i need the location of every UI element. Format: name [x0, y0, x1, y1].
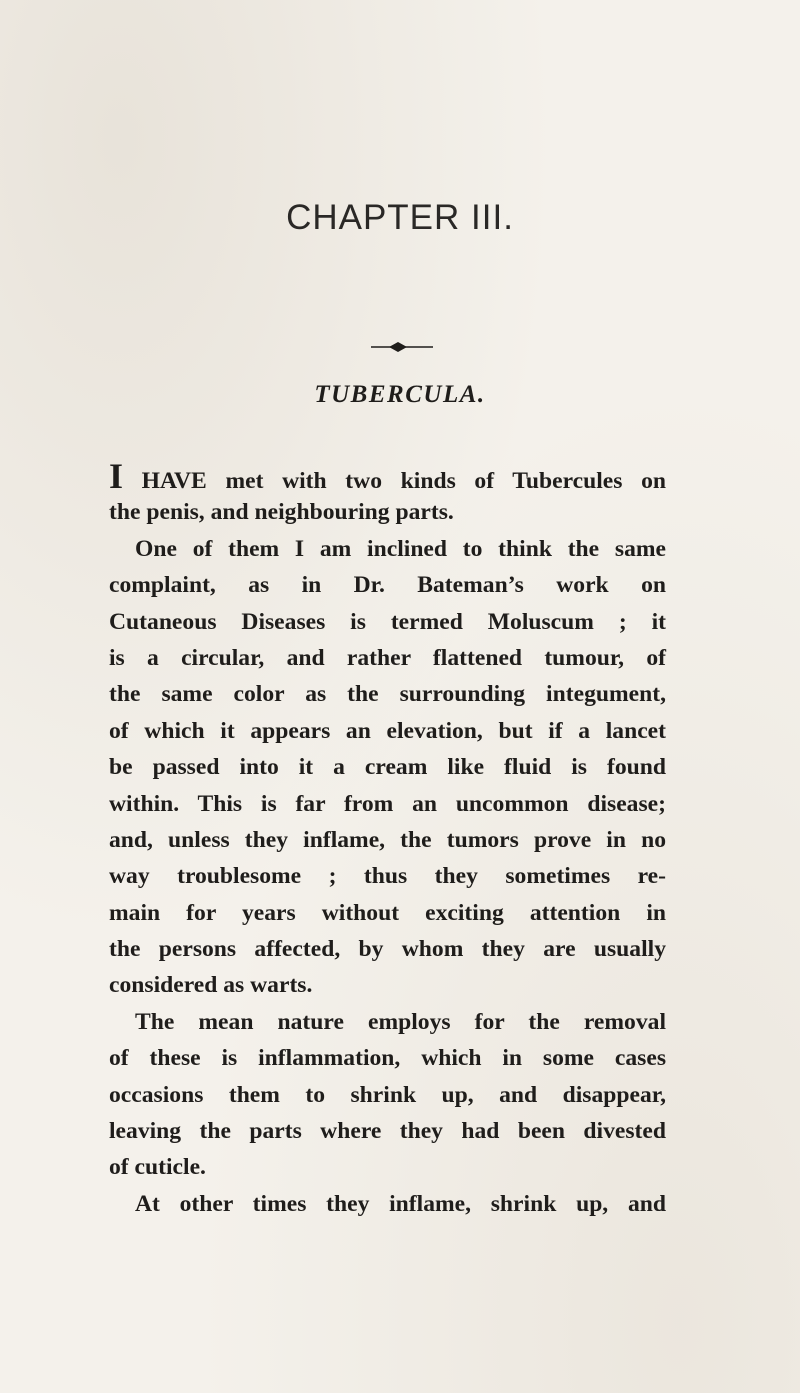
text-line: the persons affected, by whom they are usually: [109, 936, 666, 963]
text-line: is a circular, and rather flattened tumour, of: [109, 644, 666, 671]
text-line: of these is inflammation, which in some cases: [109, 1045, 666, 1072]
text-line: considered as warts.: [109, 972, 313, 999]
text-line: I HAVE met with two kinds of Tubercules on: [109, 456, 666, 496]
text-line: One of them I am inclined to think the same: [135, 535, 666, 562]
text-line: the same color as the surrounding integument,: [109, 681, 666, 708]
chapter-heading: CHAPTER III.: [286, 198, 514, 237]
text-line: of which it appears an elevation, but if a lancet: [109, 717, 666, 744]
text-line: leaving the parts where they had been divested: [109, 1118, 666, 1145]
section-title: TUBERCULA.: [314, 381, 486, 408]
text-line: way troublesome ; thus they sometimes re-: [109, 863, 666, 890]
text-line: complaint, as in Dr. Bateman’s work on: [109, 572, 666, 599]
text-line: of cuticle.: [109, 1154, 206, 1181]
diamond-rule-ornament-icon: [371, 340, 433, 354]
body-text: [109, 458, 666, 1222]
text-line: Cutaneous Diseases is termed Moluscum ; it: [109, 608, 666, 635]
text-line: At other times they inflame, shrink up, and: [135, 1190, 666, 1217]
text-line: main for years without exciting attention in: [109, 899, 666, 926]
text-line: and, unless they inflame, the tumors prove in no: [109, 826, 666, 853]
text-line: occasions them to shrink up, and disappear,: [109, 1081, 666, 1108]
text-line: within. This is far from an uncommon disease;: [109, 790, 666, 817]
drop-cap: I: [109, 456, 124, 496]
text-line: the penis, and neighbouring parts.: [109, 499, 454, 526]
text-line: be passed into it a cream like fluid is found: [109, 754, 666, 781]
text-line: The mean nature employs for the removal: [135, 1008, 666, 1035]
